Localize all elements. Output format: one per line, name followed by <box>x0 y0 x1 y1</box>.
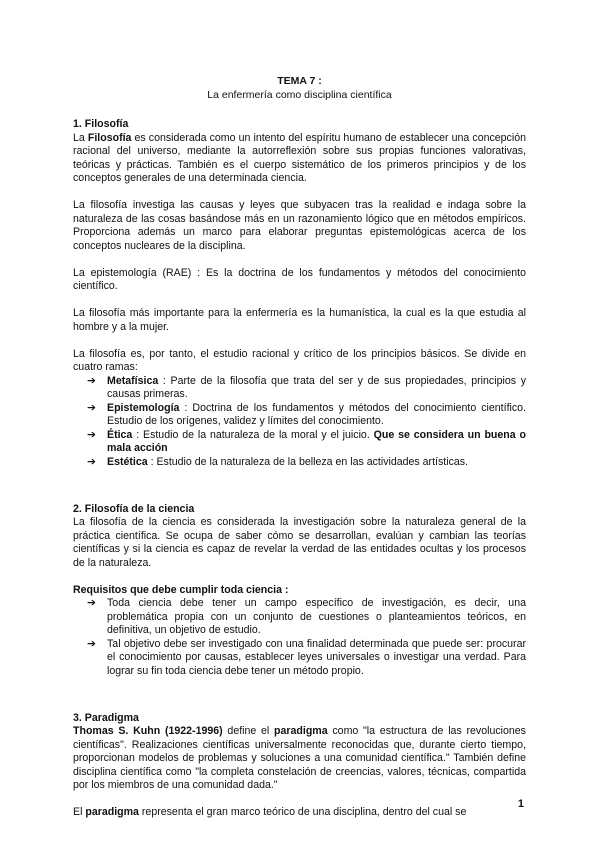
list-item: ➔ Tal objetivo debe ser investigado con una finalidad determinada que puede ser: procurar el conocimiento por causas, establecer leyes universales o investigar una verdad. Para lograr su fin toda ciencia debe tener un método propio. <box>87 637 526 677</box>
list-item: ➔ Ética : Estudio de la naturaleza de la moral y el juicio. Que se considera un buena o mala acción <box>87 428 526 454</box>
document-subtitle: La enfermería como disciplina científica <box>207 89 392 101</box>
arrow-icon: ➔ <box>87 428 96 441</box>
requirements-heading: Requisitos que debe cumplir toda ciencia : <box>73 583 289 596</box>
list-item: ➔ Epistemología : Doctrina de los fundamentos y métodos del conocimiento científico. Estudio de los orígenes, validez y límites del conocimiento. <box>87 401 526 427</box>
list-item: ➔ Toda ciencia debe tener un campo específico de investigación, es decir, una problemática propia con un conjunto de cuestiones o planteamientos teóricos, en definitiva, un objetivo de estudio. <box>87 597 526 636</box>
branches-list <box>73 375 526 470</box>
list-item: ➔ Metafísica : Parte de la filosofía que trata del ser y de sus propiedades, principios y causas primeras. <box>87 374 526 400</box>
paragraph: La filosofía de la ciencia es considerada la investigación sobre la naturaleza general de la práctica científica. Se ocupa de saber cómo se desarrollan, evalúan y cambian las teorías científicas y si la ciencia es capaz de revelar la verdad de las entidades ocultas y los procesos de la naturaleza. <box>73 516 526 569</box>
bold-term: Filosofía <box>87 131 132 144</box>
document-title: TEMA 7 : <box>277 75 322 87</box>
arrow-icon: ➔ <box>87 374 96 387</box>
paragraph: La filosofía investiga las causas y leyes que subyacen tras la realidad e indaga sobre la naturaleza de las cosas basándose más en un razonamiento lógico que en métodos empíricos. Proporciona además un marco para elaborar preguntas epistemológicas acerca de los conceptos nucleares de la disciplina. <box>73 199 526 252</box>
paragraph: La filosofía más importante para la enfermería es la humanística, la cual es la que estudia al hombre y a la mujer. <box>73 307 526 333</box>
paragraph: El paradigma representa el gran marco teórico de una disciplina, dentro del cual se <box>73 806 467 818</box>
list-item: ➔ Estética : Estudio de la naturaleza de la belleza en las actividades artísticas. <box>87 455 468 468</box>
requirements-list <box>73 597 526 678</box>
arrow-icon: ➔ <box>87 455 96 468</box>
paragraph: La filosofía es, por tanto, el estudio racional y crítico de los principios básicos. Se divide en cuatro ramas: <box>73 347 526 373</box>
section-heading-filosofia-ciencia: 2. Filosofía de la ciencia <box>73 502 195 515</box>
paragraph: Thomas S. Kuhn (1922-1996) define el paradigma como "la estructura de las revoluciones científicas". Realizaciones científicas universalmente reconocidas que, durante cierto tiempo, proporcionan modelos de problemas y soluciones a una comunidad científica." También define disciplina científica como "la completa constelación de creencias, valores, técnicas, compartida por los miembros de una comunidad dada." <box>73 725 526 791</box>
paragraph: La Filosofía es considerada como un intento del espíritu humano de establecer una concepción racional del universo, mediante la autorreflexión sobre sus propias funciones valorativas, teóricas y prácticas. También es el cuerpo sistemático de los primeros principios y de los conceptos generales de una determinada ciencia. <box>73 131 526 184</box>
arrow-icon: ➔ <box>87 637 96 650</box>
page-number: 1 <box>517 798 524 810</box>
document-body <box>73 118 526 820</box>
arrow-icon: ➔ <box>87 401 96 414</box>
section-heading-filosofia: 1. Filosofía <box>73 118 129 130</box>
arrow-icon: ➔ <box>87 597 96 609</box>
paragraph: La epistemología (RAE) : Es la doctrina de los fundamentos y métodos del conocimiento científico. <box>73 266 526 292</box>
section-heading-paradigma: 3. Paradigma <box>73 711 139 724</box>
